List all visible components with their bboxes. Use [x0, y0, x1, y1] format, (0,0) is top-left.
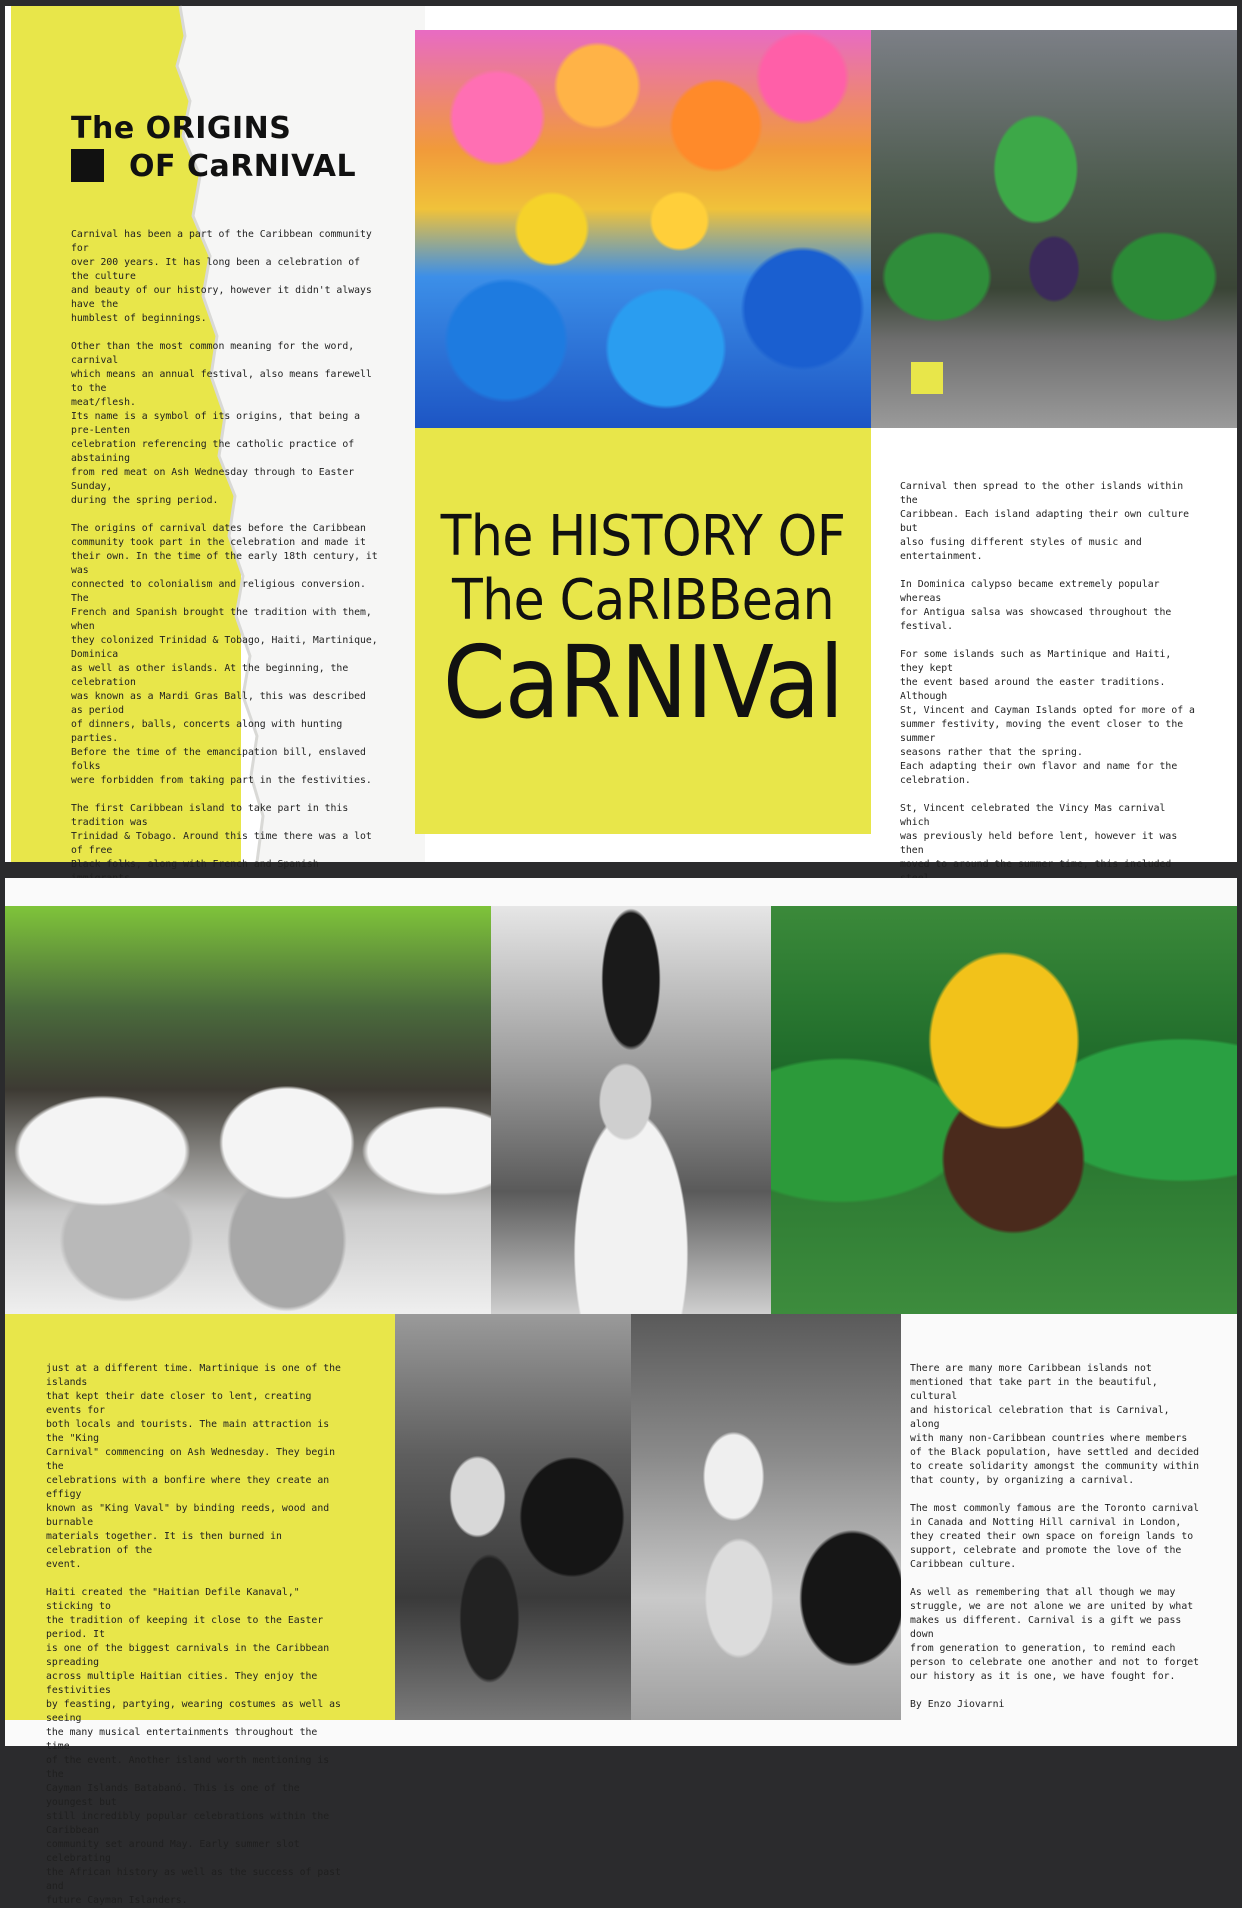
headline-line3: CaRNIVal [442, 624, 844, 741]
headdress-portrait-photo [771, 906, 1237, 1314]
police-officer-photo [395, 1314, 631, 1720]
right-column-text-bottom: There are many more Caribbean islands not mentioned that take part in the beautiful, cultural and historical celebration that is Carnival, along with many non-Caribbean countries where members of the Black population, have settled and decided to create solidarity amongst the community within that county, by organizing a carnival. The most commonly famous are the Toronto carnival in Canada and Notting Hill carnival in London, they created their own space on foreign lands to support, celebrate and promote the love of the Caribbean culture. As well as remembering that all though we may struggle, we are not alone we are united by what makes us different. Carnival is a gift we pass down from generation to generation, to remind each person to celebrate one another and not to forget our history as it is one, we have fought for. By Enzo Jiovarni [910, 1363, 1200, 1710]
origins-title-line2: OF CaRNIVAL [129, 149, 357, 184]
child-on-shoulders-photo [491, 906, 771, 1314]
top-spread [5, 6, 1237, 870]
origins-heading [71, 110, 356, 186]
origins-body-text: Carnival has been a part of the Caribbean community for over 200 years. It has long been a celebration of the culture and beauty of our history, however it didn't always have the humblest of beginnings. Other than the most common meaning for the word, carnival which means an annual festival, also means farewell to the meat/flesh. Its name is a symbol of its origins, that being a pre-Lenten celebration referencing the catholic practice of abstaining from red meat on Ash Wednesday through to Easter Sunday, during the spring period. The origins of carnival dates before the Caribbean community took part in the celebration and made it their own. In the time of the early 18th century, it was connected to colonialism and religious conversion. The French and Spanish brought the tradition with them, when they colonized Trinidad & Tobago, Haiti, Martinique, Dominica as well as other islands. At the beginning, the celebration was known as a Mardi Gras Ball, this was described as period of dinners, balls, concerts along with hunting parties. Before the time of the emancipation bill, enslaved folks were forbidden from taking part in the festivities. The first Caribbean island to take part in this tradition was Trinidad & Tobago. Around this time there was a lot of free Black folks, along with French and Spanish [71, 229, 378, 870]
left-column-text-bottom: just at a different time. Martinique is one of the islands that kept their date closer to lent, creating events for both locals and tourists. The main attraction is the "King Carnival" commencing on Ash Wednesday. They begin the celebrations with a bonfire where they create an effigy known as "King Vaval" by binding reeds, wood and burnable materials together. It is then burned in celebration of the event. Haiti created the "Haitian Defile Kanaval," sticking to the tradition of keeping it close to the Easter period. It is one of the biggest carnivals in the Caribbean spreading across multiple Haitian cities. They enjoy the festivities by feasting, partying, wearing costumes as well as seeing the many musical entertainments throughout the time of the event. Another island worth mentioning is the Cayman Islands Batabanó. This is one of the youngest but still incredibly popular celebrations within the Caribbean community set around May. Early summer slot celebrating the African history as well as the success of past and future Cayman Islanders. [46, 1363, 341, 1906]
steel-drum-band-photo [5, 906, 491, 1314]
small-yellow-square [911, 362, 943, 394]
headline-panel [415, 428, 871, 834]
black-square-accent [71, 149, 104, 182]
street-dancer-photo [631, 1314, 901, 1720]
jumping-dancer-photo [871, 30, 1237, 428]
carnival-feathers-photo [415, 30, 871, 428]
origins-title-line1: The ORIGINS [71, 111, 292, 146]
headline-line1: The HISTORY OF [440, 504, 846, 569]
right-column-text-top: Carnival then spread to the other islands within the Caribbean. Each island adapting their own culture but also fusing different styles of music and entertainment. In Dominica calypso became extremely popular whereas for Antigua salsa was showcased throughout the festival. For some islands such as Martinique and Haiti, they kept the event based around the easter traditions. Although St, Vincent and Cayman Islands opted for more of a summer festivity, moving the event closer to the summer seasons rather that the spring. Each adapting their own flavor and name for the celebration. St, Vincent celebrated the Vincy Mas carnival which was previously held before lent, however it was then moved to around the summer time, this included [900, 481, 1195, 870]
headline-line2: The CaRIBBean [451, 568, 835, 633]
